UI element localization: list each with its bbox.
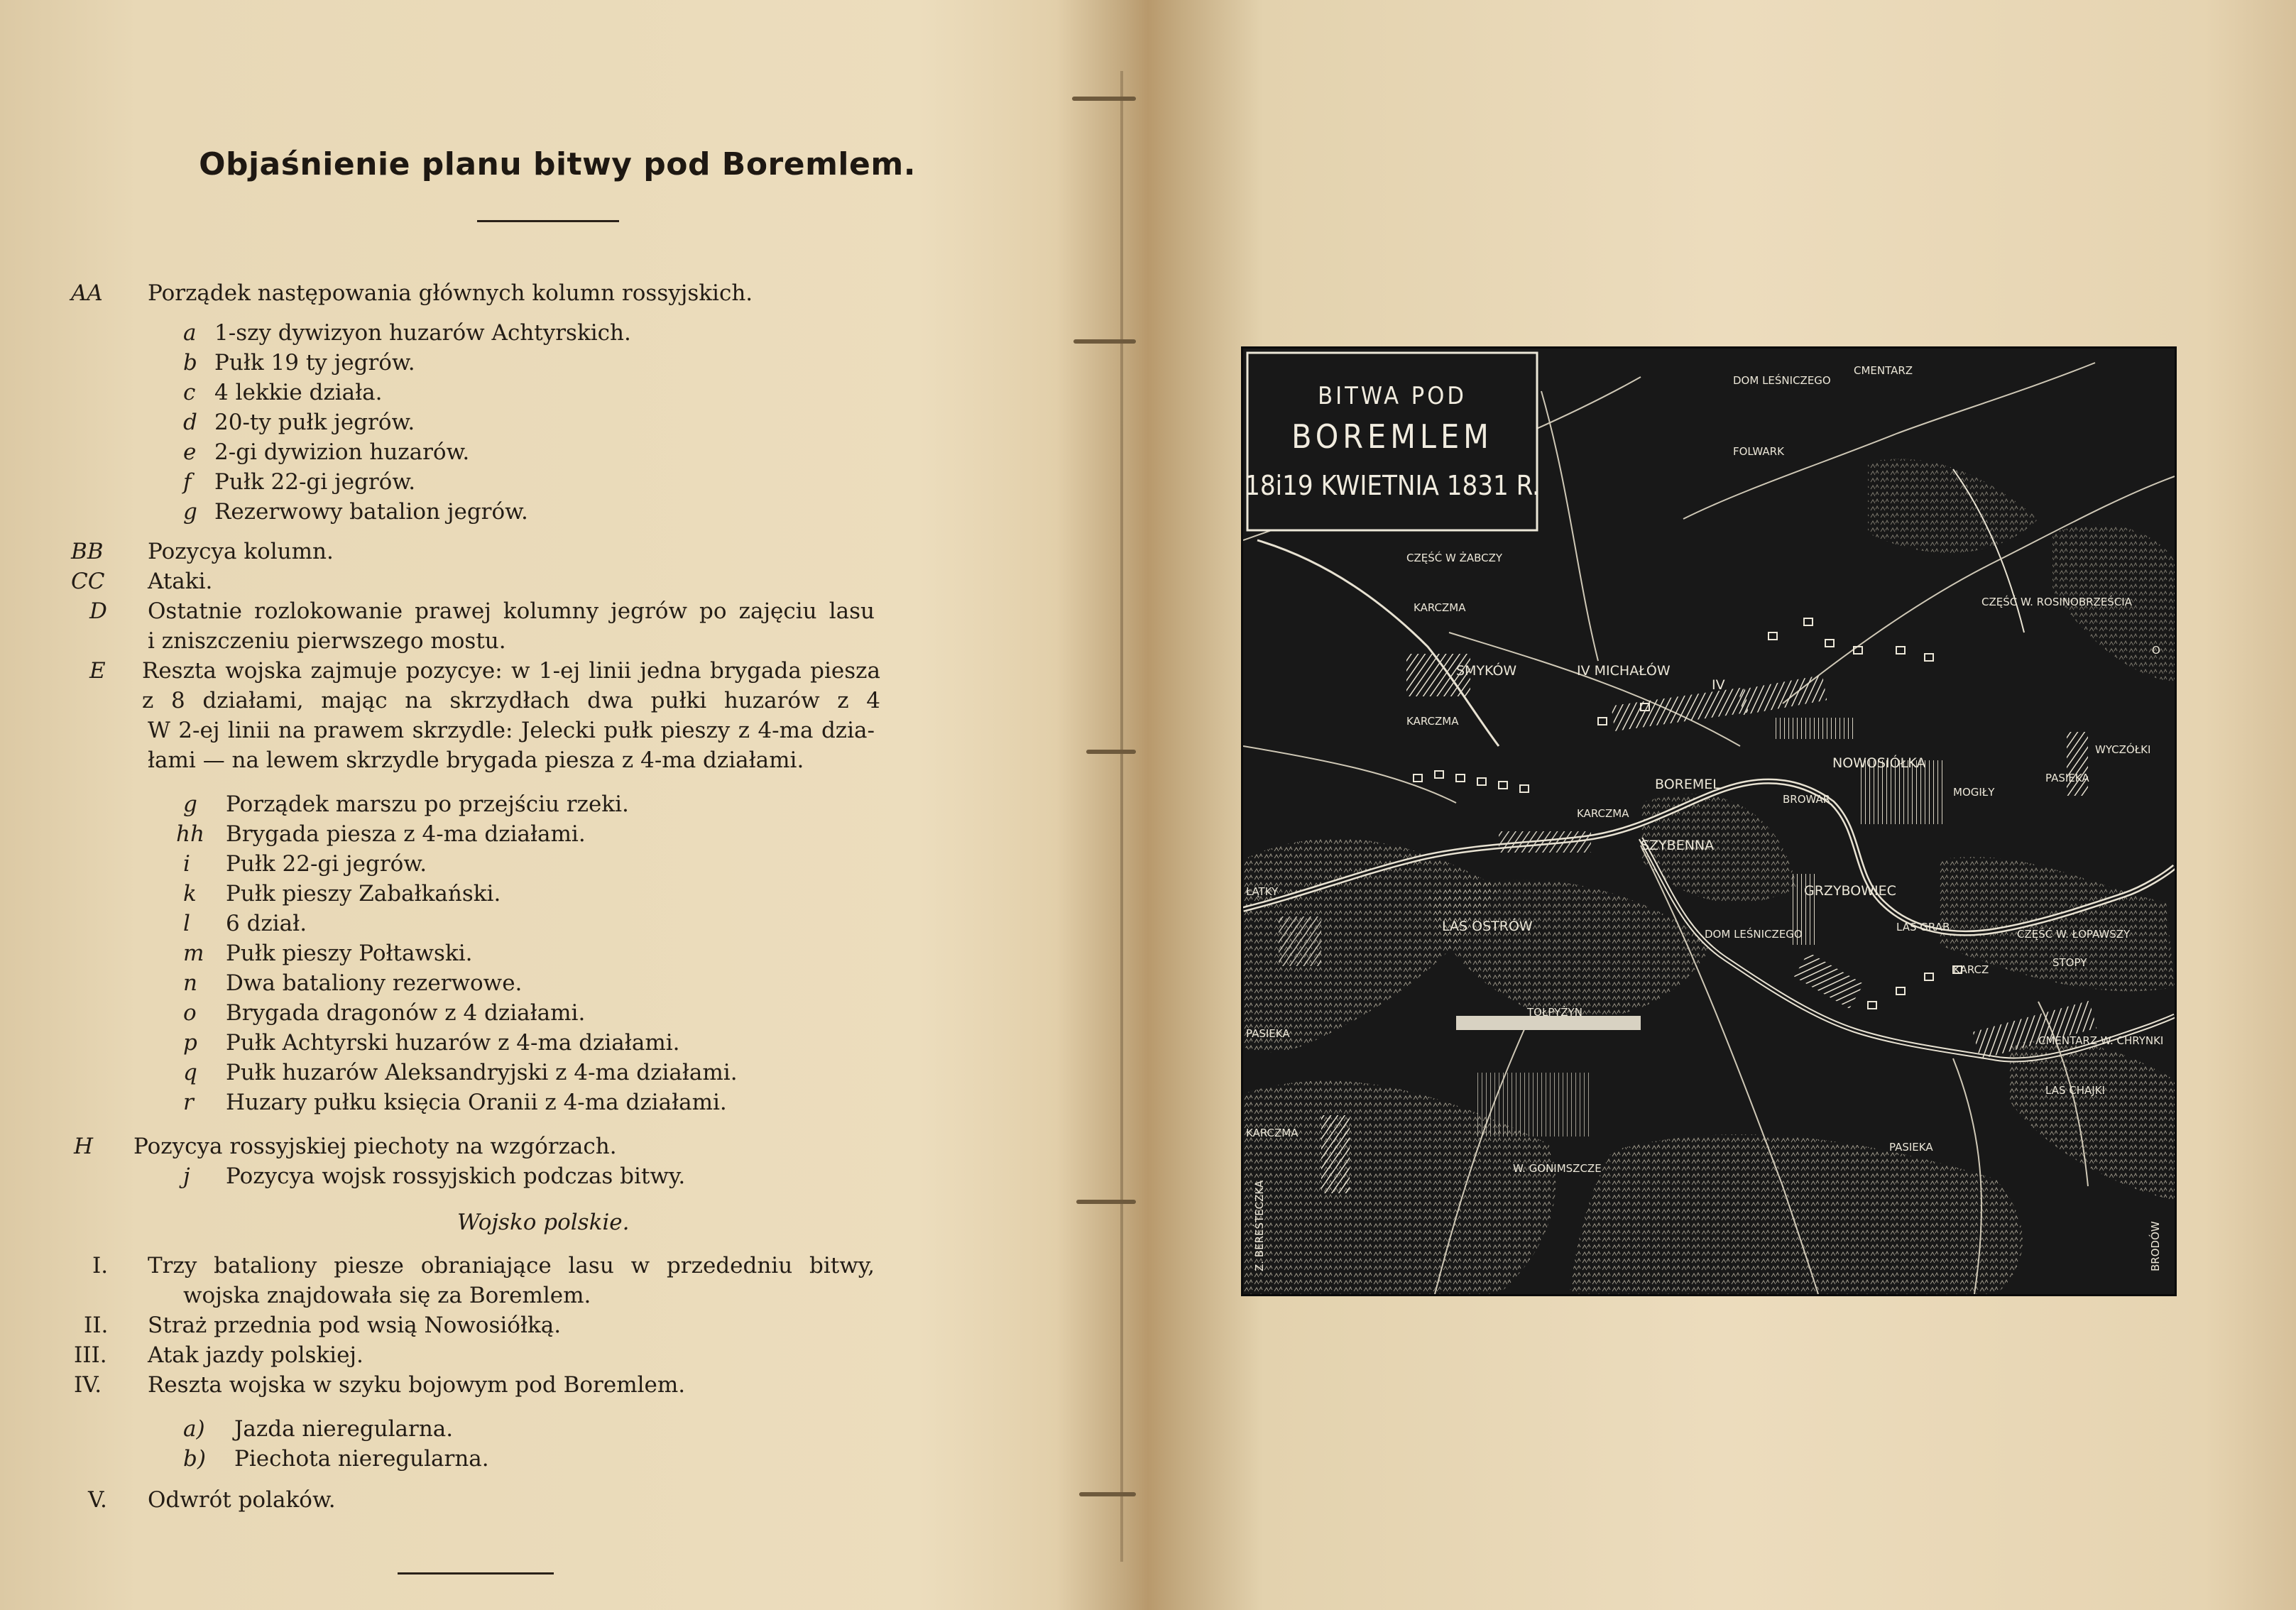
legend-key: l [183, 911, 190, 936]
legend-text: Pułk pieszy Połtawski. [226, 941, 473, 966]
legend-line [0, 1028, 1065, 1058]
map-label: NOWOSIÓŁKA [1832, 755, 1926, 771]
legend-text: Pułk Achtyrski huzarów z 4-ma działami. [226, 1030, 680, 1056]
end-divider [398, 1572, 554, 1575]
legend-key: n [183, 970, 197, 996]
polish-text: Trzy bataliony piesze obraniające lasu w przededniu bitwy, [148, 1253, 875, 1278]
legend-line [0, 497, 1065, 527]
legend-key: m [183, 941, 204, 966]
legend-key: p [183, 1030, 197, 1056]
polish-line [0, 1310, 1065, 1340]
legend-key: BB [71, 539, 104, 564]
map-label: O [2152, 644, 2160, 657]
map-label: CMENTARZ W. CHRYNKI [2038, 1034, 2164, 1047]
polish-text: Straż przednia pod wsią Nowosiółką. [148, 1313, 562, 1338]
map-label: SMYKÓW [1456, 663, 1517, 679]
legend-line [0, 789, 1065, 819]
legend-line [0, 467, 1065, 497]
legend-key: d [183, 410, 197, 435]
battle-map [1241, 346, 2177, 1296]
legend-key: k [183, 881, 197, 907]
map-label: LAS CHAJKI [2045, 1084, 2105, 1097]
map-label: KARCZMA [1577, 807, 1629, 820]
legend-key: E [89, 658, 106, 684]
polish-key: II. [84, 1313, 109, 1338]
polish-key: I. [92, 1253, 109, 1278]
legend-text: z 8 działami, mając na skrzydłach dwa pułki huzarów z 4 [142, 688, 880, 713]
map-label: Z. BEREŚTECZKA [1253, 1180, 1266, 1271]
legend-text: Ataki. [148, 569, 213, 594]
legend-text: Huzary pułku księcia Oranii z 4-ma działami. [226, 1090, 727, 1115]
polish-key: a) [183, 1416, 205, 1442]
map-label: BOREMEL [1655, 777, 1720, 792]
polish-line [0, 1444, 1065, 1474]
map-label: CZĘŚĆ W ŻABCZY [1406, 552, 1503, 564]
legend-text: 4 lekkie działa. [214, 380, 383, 405]
map-label: IV MICHAŁÓW [1577, 663, 1671, 679]
title-divider [477, 220, 619, 222]
polish-text: Piechota nieregularna. [234, 1446, 489, 1472]
legend-line [0, 686, 1065, 716]
legend-key: g [183, 792, 197, 817]
polish-line [0, 1340, 1065, 1370]
legend-line [0, 745, 1065, 775]
legend-text: Pułk huzarów Aleksandryjski z 4-ma działami. [226, 1060, 738, 1085]
legend-text: Brygada dragonów z 4 działami. [226, 1000, 586, 1026]
map-label: PASIEKA [2045, 772, 2089, 784]
map-label: CMENTARZ [1854, 364, 1913, 377]
legend-line [0, 1058, 1065, 1088]
legend-line [0, 819, 1065, 849]
map-label: PASIEKA [1246, 1027, 1290, 1040]
legend-key: CC [71, 569, 105, 594]
map-label: MOGIŁY [1953, 786, 1995, 799]
legend-line [0, 348, 1065, 378]
legend-key: j [183, 1163, 190, 1189]
map-label: STOPY [2052, 956, 2087, 969]
map-label: DOM LEŚNICZEGO [1733, 374, 1831, 387]
legend-key: b [183, 350, 197, 376]
legend-text: Rezerwowy batalion jegrów. [214, 499, 528, 525]
map-label: WYCZÓŁKI [2095, 743, 2151, 756]
map-label: CZĘŚĆ W. ROSINOBRZEŚCIA [1981, 596, 2132, 608]
legend-text: Brygada piesza z 4-ma działami. [226, 821, 586, 847]
map-label: BROWAR [1783, 793, 1831, 806]
map-label: PASIEKA [1889, 1141, 1933, 1154]
legend-text: Porządek marszu po przejściu rzeki. [226, 792, 629, 817]
legend-text: Pułk 19 ty jegrów. [214, 350, 415, 376]
polish-text: wojska znajdowała się za Boremlem. [183, 1283, 591, 1308]
legend-line [0, 1088, 1065, 1117]
legend-key: q [183, 1060, 197, 1085]
polish-key: IV. [74, 1372, 102, 1398]
polish-line [0, 1485, 1065, 1515]
legend-line [0, 318, 1065, 348]
legend-text: 2-gi dywizion huzarów. [214, 439, 470, 465]
legend-text: Pułk pieszy Zabałkański. [226, 881, 501, 907]
legend-line [0, 596, 1065, 626]
polish-line [0, 1281, 1065, 1310]
map-title-line1: BITWA POD [1318, 382, 1467, 410]
map-label: SZYBENNA [1641, 838, 1715, 853]
map-title-line3: 18i19 KWIETNIA 1831 R. [1245, 470, 1540, 501]
legend-key: D [89, 598, 107, 624]
legend-key: g [183, 499, 197, 525]
polish-key: b) [183, 1446, 206, 1472]
map-title-box [1245, 353, 1540, 530]
polish-text: Odwrót polaków. [148, 1487, 336, 1513]
legend-line [0, 407, 1065, 437]
polish-text: Atak jazdy polskiej. [148, 1342, 363, 1368]
legend-text: 1-szy dywizyon huzarów Achtyrskich. [214, 320, 631, 346]
polish-key: III. [74, 1342, 107, 1368]
map-label: LAS OSTRÓW [1442, 919, 1533, 934]
legend-text: W 2-ej linii na prawem skrzydle: Jelecki pułk pieszy z 4-ma dzia- [148, 718, 875, 743]
page-title: Objaśnienie planu bitwy pod Boremlem. [199, 146, 916, 182]
map-label: FOLWARK [1733, 445, 1784, 458]
legend-key: c [183, 380, 196, 405]
legend-text: Pozycya kolumn. [148, 539, 334, 564]
legend-line [0, 278, 1065, 308]
map-label: KARCZMA [1414, 601, 1466, 614]
legend-text: Ostatnie rozlokowanie prawej kolumny jegrów po zajęciu lasu [148, 598, 875, 624]
polish-line [0, 1370, 1065, 1400]
legend-key: e [183, 439, 197, 465]
polish-text: Jazda nieregularna. [234, 1416, 454, 1442]
legend-line [0, 1161, 1065, 1191]
polish-text: Reszta wojska w szyku bojowym pod Boremlem. [148, 1372, 686, 1398]
legend-text: Pułk 22-gi jegrów. [226, 851, 427, 877]
map-label: BRODÓW [2149, 1221, 2162, 1271]
polish-army-heading: Wojsko polskie. [457, 1210, 630, 1235]
map-label: IV [1712, 677, 1725, 693]
forest-areas [1243, 459, 2175, 1294]
legend-key: f [183, 469, 192, 495]
polish-line [0, 1251, 1065, 1281]
legend-line [0, 437, 1065, 467]
legend-line [0, 909, 1065, 938]
legend-line [0, 1132, 1065, 1161]
legend-key: AA [71, 280, 103, 306]
legend-text: Pozycya rossyjskiej piechoty na wzgórzach. [133, 1134, 617, 1159]
map-label: KARCZ [1953, 963, 1989, 976]
polish-line [0, 1414, 1065, 1444]
map-label: CZĘŚĆ W. ŁOPAWSZY [2017, 928, 2131, 941]
legend-key: hh [176, 821, 204, 847]
legend-key: a [183, 320, 197, 346]
legend-line [0, 656, 1065, 686]
legend-text: łami — na lewem skrzydle brygada piesza z 4-ma działami. [148, 748, 804, 773]
map-label: W. GONIMSZCZE [1513, 1162, 1602, 1175]
legend-line [0, 566, 1065, 596]
legend-line [0, 378, 1065, 407]
legend-text: Dwa bataliony rezerwowe. [226, 970, 523, 996]
map-label: KARCZMA [1246, 1127, 1299, 1139]
legend-key: H [74, 1134, 94, 1159]
legend-text: Porządek następowania głównych kolumn rossyjskich. [148, 280, 753, 306]
legend-text: Pułk 22-gi jegrów. [214, 469, 416, 495]
legend-text: Reszta wojska zajmuje pozycye: w 1-ej linii jedna brygada piesza [142, 658, 880, 684]
legend-key: o [183, 1000, 197, 1026]
left-page [0, 0, 1122, 1610]
legend-line [0, 716, 1065, 745]
map-label: TOŁPYŻYN [1527, 1006, 1582, 1019]
legend-text: Pozycya wojsk rossyjskich podczas bitwy. [226, 1163, 686, 1189]
legend-line [0, 537, 1065, 566]
legend-line [0, 849, 1065, 879]
polish-key: V. [88, 1487, 107, 1513]
legend-text: 20-ty pułk jegrów. [214, 410, 415, 435]
legend-line [0, 998, 1065, 1028]
map-title-line2: BOREMLEM [1291, 417, 1493, 456]
legend-text: i zniszczeniu pierwszego mostu. [148, 628, 506, 654]
map-label: KARCZMA [1406, 715, 1459, 728]
map-label: ŁĄTKY [1246, 885, 1279, 898]
legend-text: 6 dział. [226, 911, 307, 936]
legend-key: i [183, 851, 190, 877]
legend-line [0, 938, 1065, 968]
map-label: LAS GRAB [1896, 921, 1950, 933]
legend-line [0, 626, 1065, 656]
battle-map-drawing [1243, 349, 2175, 1294]
legend-line [0, 879, 1065, 909]
map-label: DOM LEŚNICZEGO [1705, 928, 1803, 941]
legend-line [0, 968, 1065, 998]
map-label: GRZYBOWIEC [1804, 883, 1896, 899]
legend-key: r [183, 1090, 194, 1115]
